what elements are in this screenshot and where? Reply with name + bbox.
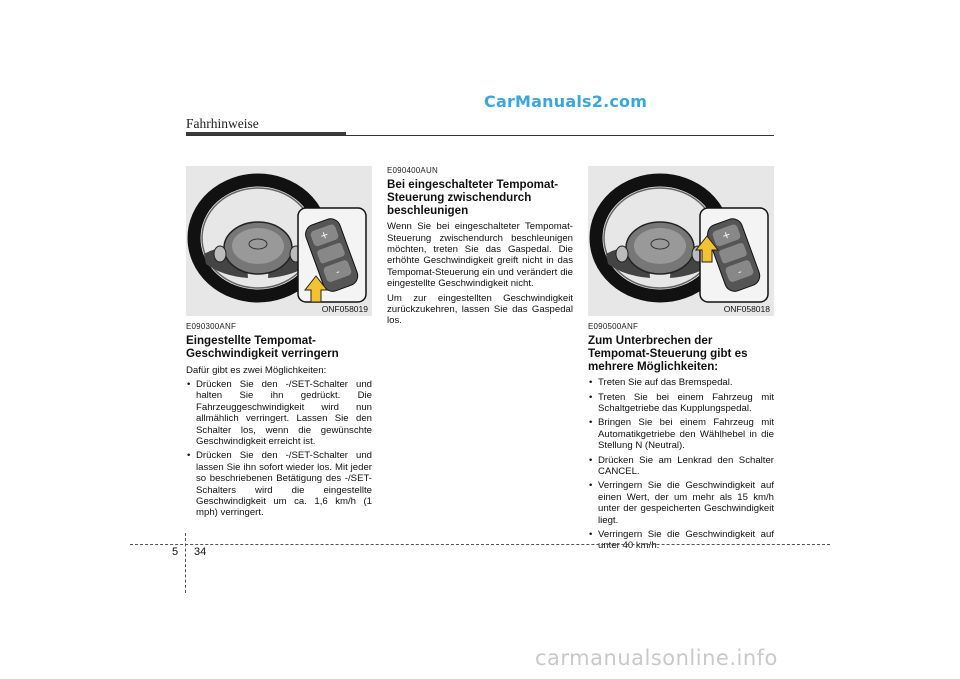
list-item: • Treten Sie bei einem Fahrzeug mit Schaltgetriebe das Kupplungspedal. — [588, 392, 774, 415]
section-code: E090400AUN — [387, 166, 438, 175]
section-cancel-cruise — [588, 321, 774, 555]
section-heading — [387, 179, 573, 217]
list-item: • Drücken Sie am Lenkrad den Schalter CANCEL. — [588, 455, 774, 478]
heading-line: Geschwindigkeit verringern — [186, 347, 339, 360]
list-item: • Drücken Sie den -/SET-Schalter und halten Sie ihn gedrückt. Die Fahrzeuggeschwindigkeit wird nun allmählich verringert. Lassen Sie den Schalter los, wenn die gewünschte Geschwindigkeit erreicht ist. — [186, 379, 372, 447]
svg-text:+: + — [720, 229, 733, 243]
heading-line: beschleunigen — [387, 203, 469, 217]
list-item: • Drücken Sie den -/SET-Schalter und lassen Sie ihn sofort wieder los. Mit jeder so beschriebenen Betätigung des -/SET-Schalters wird die eingestellte Geschwindigkeit um ca. 1,6 km/h (1 mph) verringert. — [186, 450, 372, 518]
steering-wheel-illustration — [588, 166, 774, 316]
svg-text:-: - — [334, 266, 342, 279]
list-item: • Bringen Sie bei einem Fahrzeug mit Automatikgetriebe den Wählhebel in die Stellung N (Neutral). — [588, 417, 774, 451]
heading-line: Zum Unterbrechen der — [588, 334, 713, 348]
bullet-list — [186, 379, 372, 519]
section-decrease-speed — [186, 321, 372, 522]
paragraph: Um zur eingestellten Geschwindigkeit zurückzukehren, lassen Sie das Gaspedal los. — [387, 292, 573, 327]
list-item: • Verringern Sie die Geschwindigkeit auf einen Wert, der um mehr als 15 km/h unter der gespeicherten Geschwindigkeit liegt. — [588, 480, 774, 526]
section-accelerate — [387, 165, 573, 330]
steering-wheel-illustration — [186, 166, 372, 316]
svg-text:-: - — [736, 266, 744, 279]
section-heading — [588, 335, 774, 373]
section-heading — [186, 335, 372, 360]
figure-caption: ONF058018 — [723, 304, 770, 314]
list-item: • Treten Sie auf das Bremspedal. — [588, 377, 774, 388]
footer-divider — [185, 533, 186, 593]
figure-caption: ONF058019 — [321, 304, 368, 314]
svg-text:+: + — [318, 229, 331, 243]
section-code: E090300ANF — [186, 322, 237, 331]
chapter-number: 5 — [172, 546, 179, 558]
list-item: • Verringern Sie die Geschwindigkeit auf unter 40 km/h. — [588, 529, 774, 552]
intro-text: Dafür gibt es zwei Möglichkeiten: — [186, 364, 327, 376]
heading-line: mehrere Möglichkeiten: — [588, 359, 719, 373]
header-rule — [186, 135, 774, 136]
watermark-bottom[interactable]: carmanualsonline.info — [535, 646, 778, 670]
heading-line: Bei eingeschalteter Tempomat- — [387, 178, 559, 192]
figure-steering-wheel-cancel — [588, 166, 774, 316]
heading-line: Tempomat-Steuerung gibt es — [588, 347, 748, 360]
section-title: Fahrhinweise — [186, 116, 259, 131]
heading-line: Eingestellte Tempomat- — [186, 334, 316, 348]
page-number: 34 — [194, 546, 207, 558]
bullet-list — [588, 377, 774, 552]
paragraph: Wenn Sie bei eingeschalteter Tempomat-Steuerung zwischendurch beschleunigen möchten, treten Sie das Gaspedal. Die erhöhte Geschwindigkeit greift nicht in das Tempomat-Steuerung ein und verändert die eingestellte Geschwindigkeit nicht. — [387, 221, 573, 290]
watermark-top[interactable]: CarManuals2.com — [484, 92, 648, 111]
figure-steering-wheel-set — [186, 166, 372, 316]
section-code: E090500ANF — [588, 322, 639, 331]
footer-rule — [130, 544, 830, 545]
heading-line: Steuerung zwischendurch — [387, 191, 532, 204]
